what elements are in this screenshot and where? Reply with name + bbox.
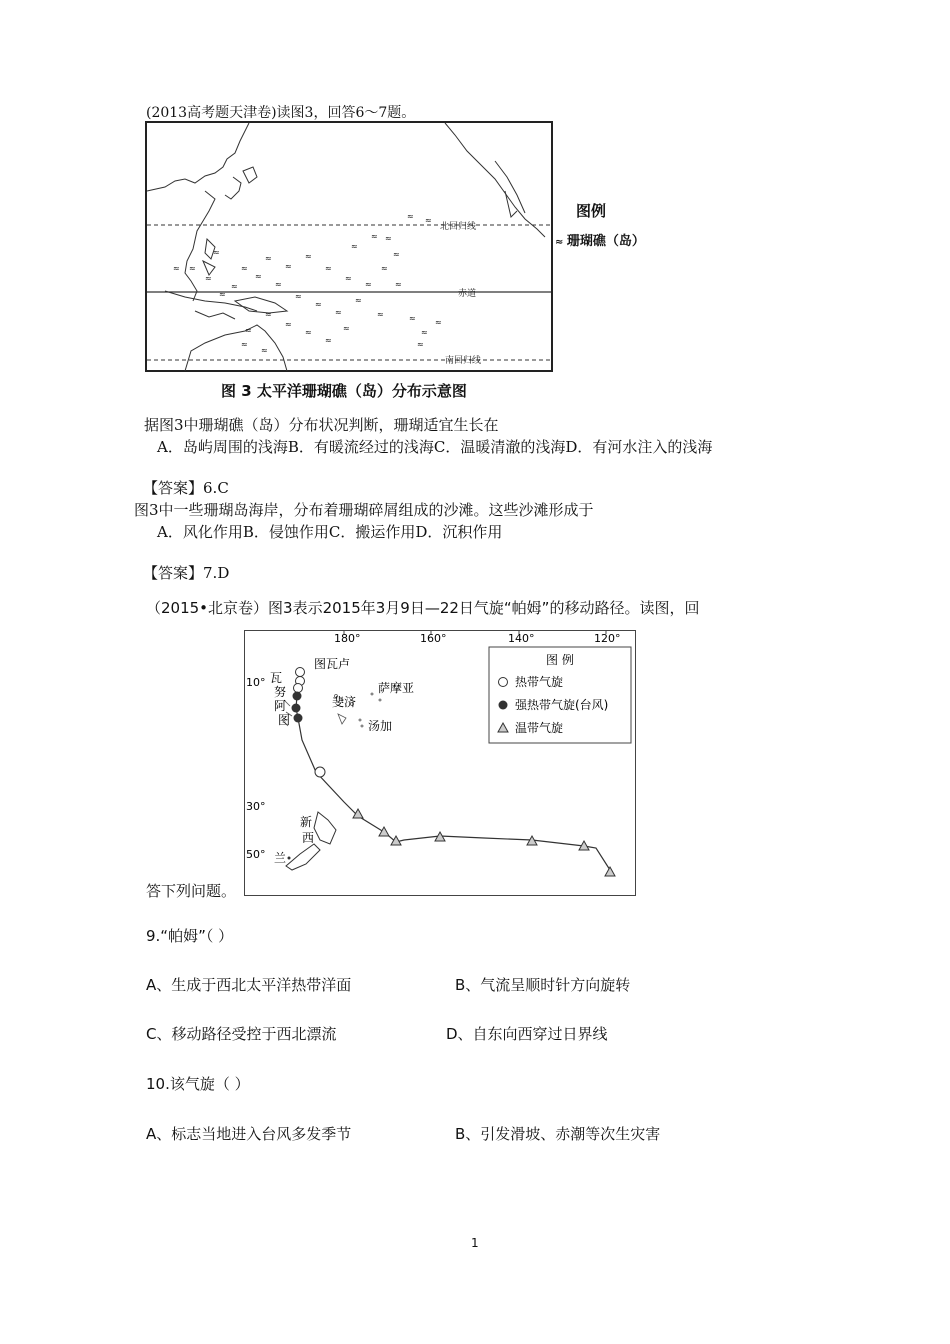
- coral-marker: ≈: [245, 326, 252, 335]
- q10-option-b: B、引发滑坡、赤潮等次生灾害: [455, 1125, 661, 1143]
- legend-extratropical-label: 温带气旋: [515, 721, 564, 735]
- coral-marker: ≈: [325, 336, 332, 345]
- coral-marker: ≈: [305, 328, 312, 337]
- legend-tropical-label: 热带气旋: [515, 675, 564, 689]
- coral-marker: ≈: [343, 324, 350, 333]
- lat-label-30: 30°: [246, 800, 266, 813]
- coral-marker: ≈: [345, 274, 352, 283]
- coral-marker: ≈: [213, 248, 220, 257]
- coral-marker: ≈: [295, 292, 302, 301]
- q1-map-caption: 图 3 太平洋珊瑚礁（岛）分布示意图: [221, 382, 467, 400]
- q7-answer-label: 【答案】: [143, 564, 204, 582]
- coral-marker: ≈: [325, 264, 332, 273]
- coral-marker: ≈: [351, 242, 358, 251]
- equator-label: 赤道: [458, 289, 477, 299]
- coral-marker: ≈: [377, 310, 384, 319]
- lon-label-140: 140°: [508, 632, 535, 645]
- lat-label-50: 50°: [246, 848, 266, 861]
- q9-stem: 9.“帕姆”（ ）: [146, 927, 234, 945]
- q6-answer: [143, 477, 229, 498]
- q10-option-a: A、标志当地进入台风多发季节: [146, 1125, 352, 1143]
- coral-marker: ≈: [255, 272, 262, 281]
- place-nz-1: 新: [300, 815, 313, 829]
- coral-marker: ≈: [305, 252, 312, 261]
- coral-marker: ≈: [265, 254, 272, 263]
- coral-marker: ≈: [435, 318, 442, 327]
- place-tuvalu: 图瓦卢: [314, 657, 351, 671]
- coral-marker: ≈: [265, 310, 272, 319]
- coral-marker: ≈: [231, 282, 238, 291]
- q6-options: A．岛屿周围的浅海B．有暖流经过的浅海C．温暖清澈的浅海D．有河水注入的浅海: [157, 438, 713, 456]
- lon-label-180: 180°: [334, 632, 361, 645]
- lon-label-160: 160°: [420, 632, 447, 645]
- coral-marker: ≈: [241, 340, 248, 349]
- coral-marker: ≈: [365, 280, 372, 289]
- coral-legend-label: 珊瑚礁（岛）: [566, 234, 645, 249]
- place-tonga: 汤加: [368, 719, 393, 733]
- place-nz-3: 兰: [274, 851, 287, 865]
- place-vanuatu-3: 阿: [274, 699, 287, 713]
- q2-intro-cont: 答下列问题。: [146, 882, 237, 900]
- legend-tropical-icon: [499, 678, 508, 687]
- coral-marker: ≈: [285, 262, 292, 271]
- q9-option-b: B、气流呈顺时针方向旋转: [455, 976, 631, 994]
- pacific-coral-map: [145, 121, 553, 372]
- place-fiji: 斐济: [332, 695, 357, 709]
- q10-stem: 10.该气旋（ ）: [146, 1075, 250, 1093]
- coral-marker: ≈: [173, 264, 180, 273]
- legend-severe-icon: [499, 701, 508, 710]
- coral-marker: ≈: [407, 212, 414, 221]
- coral-marker: ≈: [393, 250, 400, 259]
- track-tropical-3: [294, 684, 303, 693]
- place-vanuatu-1: 瓦: [270, 671, 283, 685]
- coral-marker: ≈: [275, 280, 282, 289]
- coral-marker: ≈: [219, 290, 226, 299]
- q1-intro: (2013高考题天津卷)读图3，回答6～7题。: [146, 105, 416, 121]
- track-legend-title: 图 例: [546, 653, 574, 667]
- q9-option-d: D、自东向西穿过日界线: [446, 1025, 608, 1043]
- cyclone-pam-map: [244, 630, 636, 896]
- coral-marker: ≈: [385, 234, 392, 243]
- coral-marker: ≈: [417, 340, 424, 349]
- q6-answer-value: 6.C: [203, 479, 229, 497]
- coral-marker: ≈: [425, 216, 432, 225]
- place-samoa: 萨摩亚: [378, 681, 415, 695]
- q1-legend-title: 图例: [576, 202, 607, 220]
- q7-options: A．风化作用B．侵蚀作用C．搬运作用D．沉积作用: [157, 523, 503, 541]
- page-number: 1: [471, 1236, 479, 1250]
- q6-answer-label: 【答案】: [143, 479, 204, 497]
- coral-marker: ≈: [189, 264, 196, 273]
- q6-stem: 据图3中珊瑚礁（岛）分布状况判断，珊瑚适宜生长在: [144, 416, 499, 434]
- q7-answer-value: 7.D: [203, 564, 230, 582]
- coral-marker: ≈: [241, 264, 248, 273]
- q7-stem: 图3中一些珊瑚岛海岸，分布着珊瑚碎屑组成的沙滩。这些沙滩形成于: [134, 501, 594, 519]
- lat-label-10: 10°: [246, 676, 266, 689]
- coral-marker: ≈: [421, 328, 428, 337]
- coral-marker: ≈: [381, 264, 388, 273]
- coral-legend-icon: ≈: [555, 237, 567, 248]
- coral-marker: ≈: [205, 274, 212, 283]
- coral-marker: ≈: [395, 280, 402, 289]
- coral-marker: ≈: [285, 320, 292, 329]
- q1-legend-item: [555, 230, 645, 249]
- coral-marker: ≈: [355, 296, 362, 305]
- coral-marker: ≈: [261, 346, 268, 355]
- q7-answer: [143, 562, 229, 583]
- track-severe-2: [292, 704, 301, 713]
- track-severe-3: [294, 714, 303, 723]
- place-vanuatu-4: 图: [278, 713, 291, 727]
- coral-marker: ≈: [409, 314, 416, 323]
- south-tropic-label: 南回归线: [445, 356, 482, 366]
- coral-marker: ≈: [335, 308, 342, 317]
- place-vanuatu-2: 努: [274, 685, 287, 699]
- legend-severe-label: 强热带气旋(台风): [515, 698, 609, 712]
- q2-intro: （2015•北京卷）图3表示2015年3月9日—22日气旋“帕姆”的移动路径。读图，回: [146, 599, 700, 617]
- track-tropical-4: [315, 767, 325, 777]
- place-nz-2: 西: [302, 831, 315, 845]
- q9-option-c: C、移动路径受控于西北漂流: [146, 1025, 337, 1043]
- lon-label-120: 120°: [594, 632, 621, 645]
- track-severe-1: [293, 692, 302, 701]
- coral-marker: ≈: [371, 232, 378, 241]
- coral-marker: ≈: [315, 300, 322, 309]
- track-tropical-1: [296, 668, 305, 677]
- q9-option-a: A、生成于西北太平洋热带洋面: [146, 976, 352, 994]
- north-tropic-label: 北回归线: [440, 222, 477, 232]
